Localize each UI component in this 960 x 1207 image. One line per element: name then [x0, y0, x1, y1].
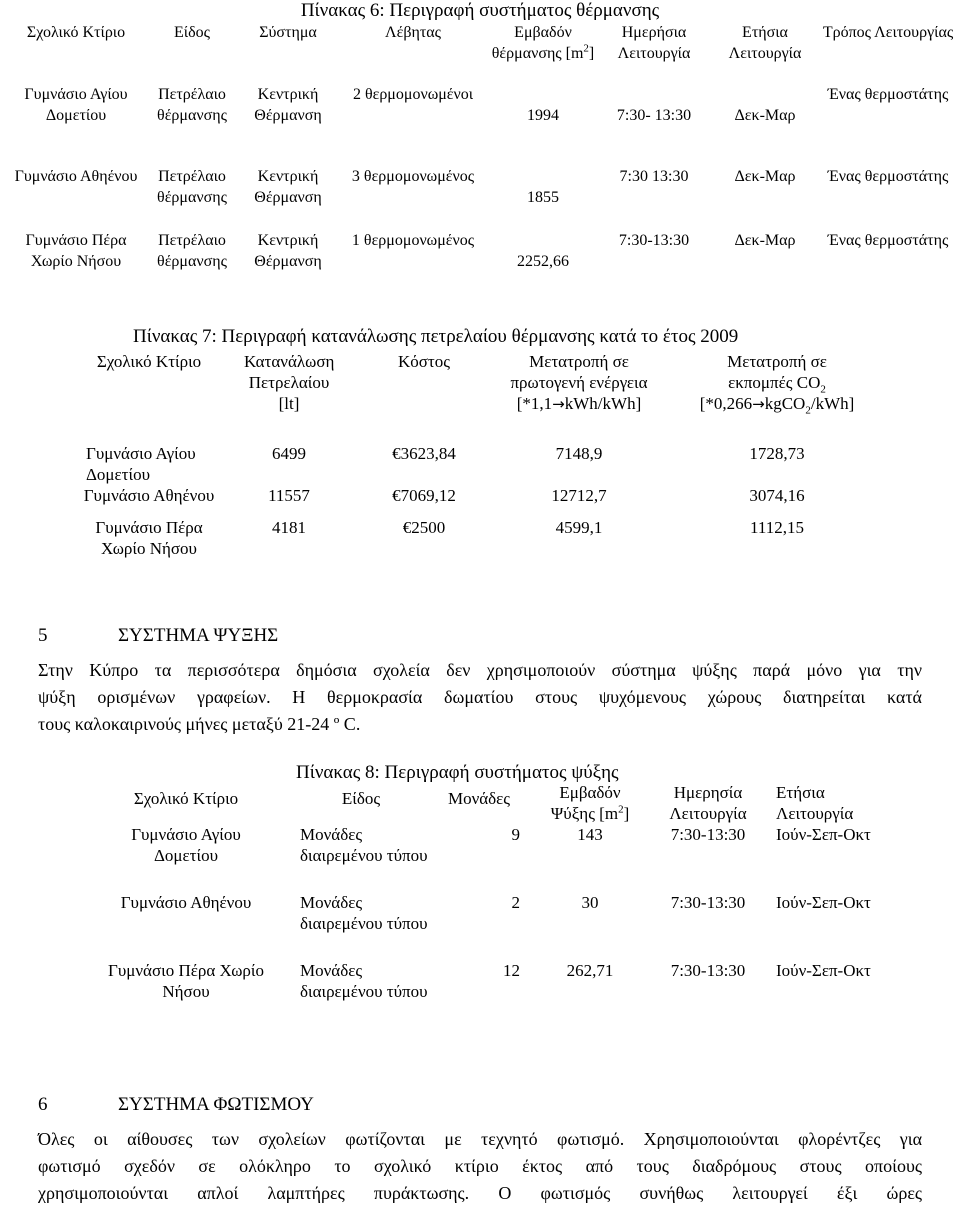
table8-daily: 7:30-13:30: [670, 961, 746, 980]
table7-primary-factor-a: [*1,1: [516, 394, 553, 413]
table8-annual: Ιούν-Σεπ-Οκτ: [776, 961, 871, 980]
table7-consumption: 4181: [272, 518, 306, 537]
table8-area-suffix: ]: [623, 804, 630, 823]
table8-header-annual: Ετήσια Λειτουργία: [776, 783, 854, 823]
table7-cost: [354, 443, 494, 485]
table6-caption: Πίνακας 6: Περιγραφή συστήματος θέρμανσης: [300, 0, 660, 21]
table6-cell: Ένας θερμοστάτης: [827, 232, 949, 249]
table7-consumption: 6499: [272, 444, 306, 463]
table8-type: Μονάδες διαιρεμένου τύπου: [300, 893, 428, 933]
table-row: [78, 892, 878, 960]
oil-consumption-table: [74, 351, 890, 559]
table6-cell: 1855: [527, 189, 559, 206]
table8-building: Γυμνάσιο Αθηένου: [120, 893, 252, 912]
table8-header-type: Είδος: [341, 789, 381, 808]
table6-header-area-text: Εμβαδόν θέρμανσης [m: [491, 24, 584, 62]
table6-cell: Κεντρική Θέρμανση: [254, 168, 322, 206]
section6-paragraph: [38, 1126, 922, 1207]
table7-cost-value: 7069,12: [400, 486, 456, 505]
table8-header-building: Σχολικό Κτίριο: [133, 789, 239, 808]
table8-area: 30: [581, 893, 599, 912]
table6-cell: Δεκ-Μαρ: [734, 107, 796, 124]
table7-header-emissions: [664, 351, 890, 443]
table-row: [74, 485, 890, 513]
table6-header-annual: Ετήσια Λειτουργία: [728, 24, 802, 62]
table7-primary: 12712,7: [551, 486, 607, 505]
table8-units: 2: [511, 893, 520, 912]
table7-building: Γυμνάσιο Αγίου Δομετίου: [86, 444, 196, 484]
table8-area: 143: [577, 825, 603, 844]
section6-heading: [38, 1094, 314, 1115]
table6-cell: Δεκ-Μαρ: [734, 168, 796, 185]
table6-cell: 7:30-13:30: [618, 232, 690, 249]
arrow-right-icon: →: [552, 395, 565, 413]
table8-units: 12: [503, 961, 520, 980]
table6-area-suffix: ]: [588, 45, 595, 62]
section5-paragraph: [38, 657, 922, 738]
table6-header-daily: Ημερήσια Λειτουργία: [617, 24, 691, 62]
euro-icon: [392, 444, 401, 463]
table7-emissions-label: Μετατροπή σε εκπομπές CO: [727, 352, 827, 392]
table6-cell: Δεκ-Μαρ: [734, 232, 796, 249]
table6-cell: 1994: [527, 107, 559, 124]
table6-cell: 2 θερμομονωμένοι: [352, 86, 474, 103]
table-row: [6, 166, 956, 230]
table6-header-building: Σχολικό Κτίριο: [26, 24, 126, 41]
section5-heading: [38, 625, 278, 646]
section5-line: ψύξη ορισμένων γραφείων. Η θερμοκρασία δωματίου στους ψυχόμενους χώρους διατηρείται κατά: [38, 687, 922, 707]
section6-title: ΣΥΣΤΗΜΑ ΦΩΤΙΣΜΟΥ: [118, 1094, 314, 1115]
table-row: [78, 824, 878, 892]
table8-type: Μονάδες διαιρεμένου τύπου: [300, 825, 428, 865]
table8-header-units: Μονάδες: [447, 789, 511, 808]
section6-line: φωτισμό σχεδόν σε ολόκληρο το σχολικό κτίριο έκτος από τους διαδρόμους στους οποίους: [38, 1156, 922, 1176]
table6-cell: 1 θερμομονωμένος: [351, 232, 475, 249]
table6-cell: 2252,66: [517, 253, 569, 270]
table-row: [78, 960, 878, 1028]
table7-cost-value: 2500: [411, 518, 446, 537]
table6-cell: Κεντρική Θέρμανση: [254, 86, 322, 124]
table7-emissions-factor-c: /kWh]: [810, 394, 855, 413]
table6-cell: Γυμνάσιο Αγίου Δομετίου: [24, 86, 128, 124]
section5-line: τους καλοκαιρινούς μήνες μεταξύ 21-24 º C.: [38, 714, 361, 734]
table8-units: 9: [511, 825, 520, 844]
table8-building: Γυμνάσιο Πέρα Χωρίο Νήσου: [108, 961, 264, 1001]
table7-emissions-factor-b: kgCO: [764, 394, 806, 413]
table7-header-emissions-text: [664, 351, 890, 396]
table6-cell: 7:30- 13:30: [616, 107, 692, 124]
table8-header-daily: Ημερησία Λειτουργία: [669, 783, 747, 823]
table8-area-sup: 2: [618, 803, 624, 816]
table6-header-mode: Τρόπος Λειτουργίας: [822, 24, 954, 41]
table7-header-primary-factor: [494, 393, 664, 415]
table8-annual: Ιούν-Σεπ-Οκτ: [776, 893, 871, 912]
table6-header-row: [6, 22, 956, 84]
table6-header-boiler: Λέβητας: [385, 24, 441, 41]
table6-cell: Γυμνάσιο Αθηένου: [14, 168, 138, 185]
table8-area: 262,71: [566, 961, 614, 980]
table6-cell: Ένας θερμοστάτης: [827, 168, 949, 185]
table-row: [74, 513, 890, 559]
table6-cell: Πετρέλαιο θέρμανσης: [157, 168, 227, 206]
euro-icon: [392, 486, 401, 505]
table6-cell: 3 θερμομονωμένος: [351, 168, 475, 185]
table7-building: Γυμνάσιο Πέρα Χωρίο Νήσου: [95, 518, 203, 558]
table6-cell: 7:30 13:30: [619, 168, 689, 185]
table7-header-consumption: Κατανάλωση Πετρελαίου [lt]: [244, 352, 335, 413]
table8-daily: 7:30-13:30: [670, 893, 746, 912]
table8-annual: Ιούν-Σεπ-Οκτ: [776, 825, 871, 844]
table6-area-sup: 2: [583, 42, 589, 55]
table7-emissions-factor-a: [*0,266: [699, 394, 753, 413]
table7-cost: [354, 485, 494, 513]
table7-cost-value: 3623,84: [400, 444, 456, 463]
table6-cell: Κεντρική Θέρμανση: [254, 232, 322, 270]
section6-line: χρησιμοποιούνται απλοί λαμπτήρες πυράκτωσης. Ο φωτισμός συνήθως λειτουργεί έξι ώρες: [38, 1183, 922, 1203]
table8-caption: Πίνακας 8: Περιγραφή συστήματος ψύξης: [296, 762, 619, 783]
table8-header-area: [530, 782, 650, 824]
heating-system-table: [6, 22, 956, 290]
table7-emissions: 1728,73: [749, 444, 805, 463]
section5-line: Στην Κύπρο τα περισσότερα δημόσια σχολεία δεν χρησιμοποιούν σύστημα ψύξης παρά μόνο για την: [38, 660, 922, 680]
table7-primary: 4599,1: [555, 518, 603, 537]
table7-header-primary: [494, 351, 664, 443]
table7-header-row: [74, 351, 890, 443]
table7-header-emissions-factor: [664, 393, 890, 415]
table8-header-row: [78, 782, 878, 824]
table7-caption: Πίνακας 7: Περιγραφή κατανάλωσης πετρελαίου θέρμανσης κατά το έτος 2009: [133, 326, 739, 347]
table8-building: Γυμνάσιο Αγίου Δομετίου: [131, 825, 241, 865]
table6-cell: Πετρέλαιο θέρμανσης: [157, 86, 227, 124]
table7-consumption: 11557: [268, 486, 310, 505]
section5-number: 5: [38, 625, 48, 646]
section6-number: 6: [38, 1094, 48, 1115]
table-row: [6, 230, 956, 290]
table-row: [6, 84, 956, 166]
table7-header-building: Σχολικό Κτίριο: [96, 352, 202, 371]
arrow-right-icon: →: [752, 395, 765, 413]
table6-cell: Γυμνάσιο Πέρα Χωρίο Νήσου: [25, 232, 127, 270]
table6-header-area: [488, 22, 598, 84]
table8-daily: 7:30-13:30: [670, 825, 746, 844]
table8-type: Μονάδες διαιρεμένου τύπου: [300, 961, 428, 1001]
table7-emissions: 1112,15: [750, 518, 804, 537]
table7-primary-factor-b: kWh/kWh]: [564, 394, 642, 413]
table7-emissions-sub: 2: [820, 383, 826, 396]
table6-cell: Πετρέλαιο θέρμανσης: [157, 232, 227, 270]
table6-header-type: Είδος: [174, 24, 210, 41]
table7-building: Γυμνάσιο Αθηένου: [83, 486, 215, 505]
table7-emissions-factor-sub: 2: [805, 404, 811, 417]
table7-header-primary-text: Μετατροπή σε πρωτογενή ενέργεια: [510, 352, 648, 392]
section6-line: Όλες οι αίθουσες των σχολείων φωτίζονται με τεχνητό φωτισμό. Χρησιμοποιούνται φλορέντζες για: [38, 1129, 922, 1149]
euro-icon: [403, 518, 412, 537]
section5-title: ΣΥΣΤΗΜΑ ΨΥΞΗΣ: [118, 625, 279, 646]
cooling-system-table: [78, 782, 878, 1028]
table7-header-cost: Κόστος: [397, 352, 450, 371]
table8-header-area-text: Εμβαδόν Ψύξης [m: [550, 783, 621, 823]
table7-emissions: 3074,16: [749, 486, 805, 505]
table7-cost: [354, 513, 494, 559]
table6-cell: Ένας θερμοστάτης: [827, 86, 949, 103]
table6-header-system: Σύστημα: [259, 24, 317, 41]
table-row: [74, 443, 890, 485]
table7-primary: 7148,9: [555, 444, 603, 463]
